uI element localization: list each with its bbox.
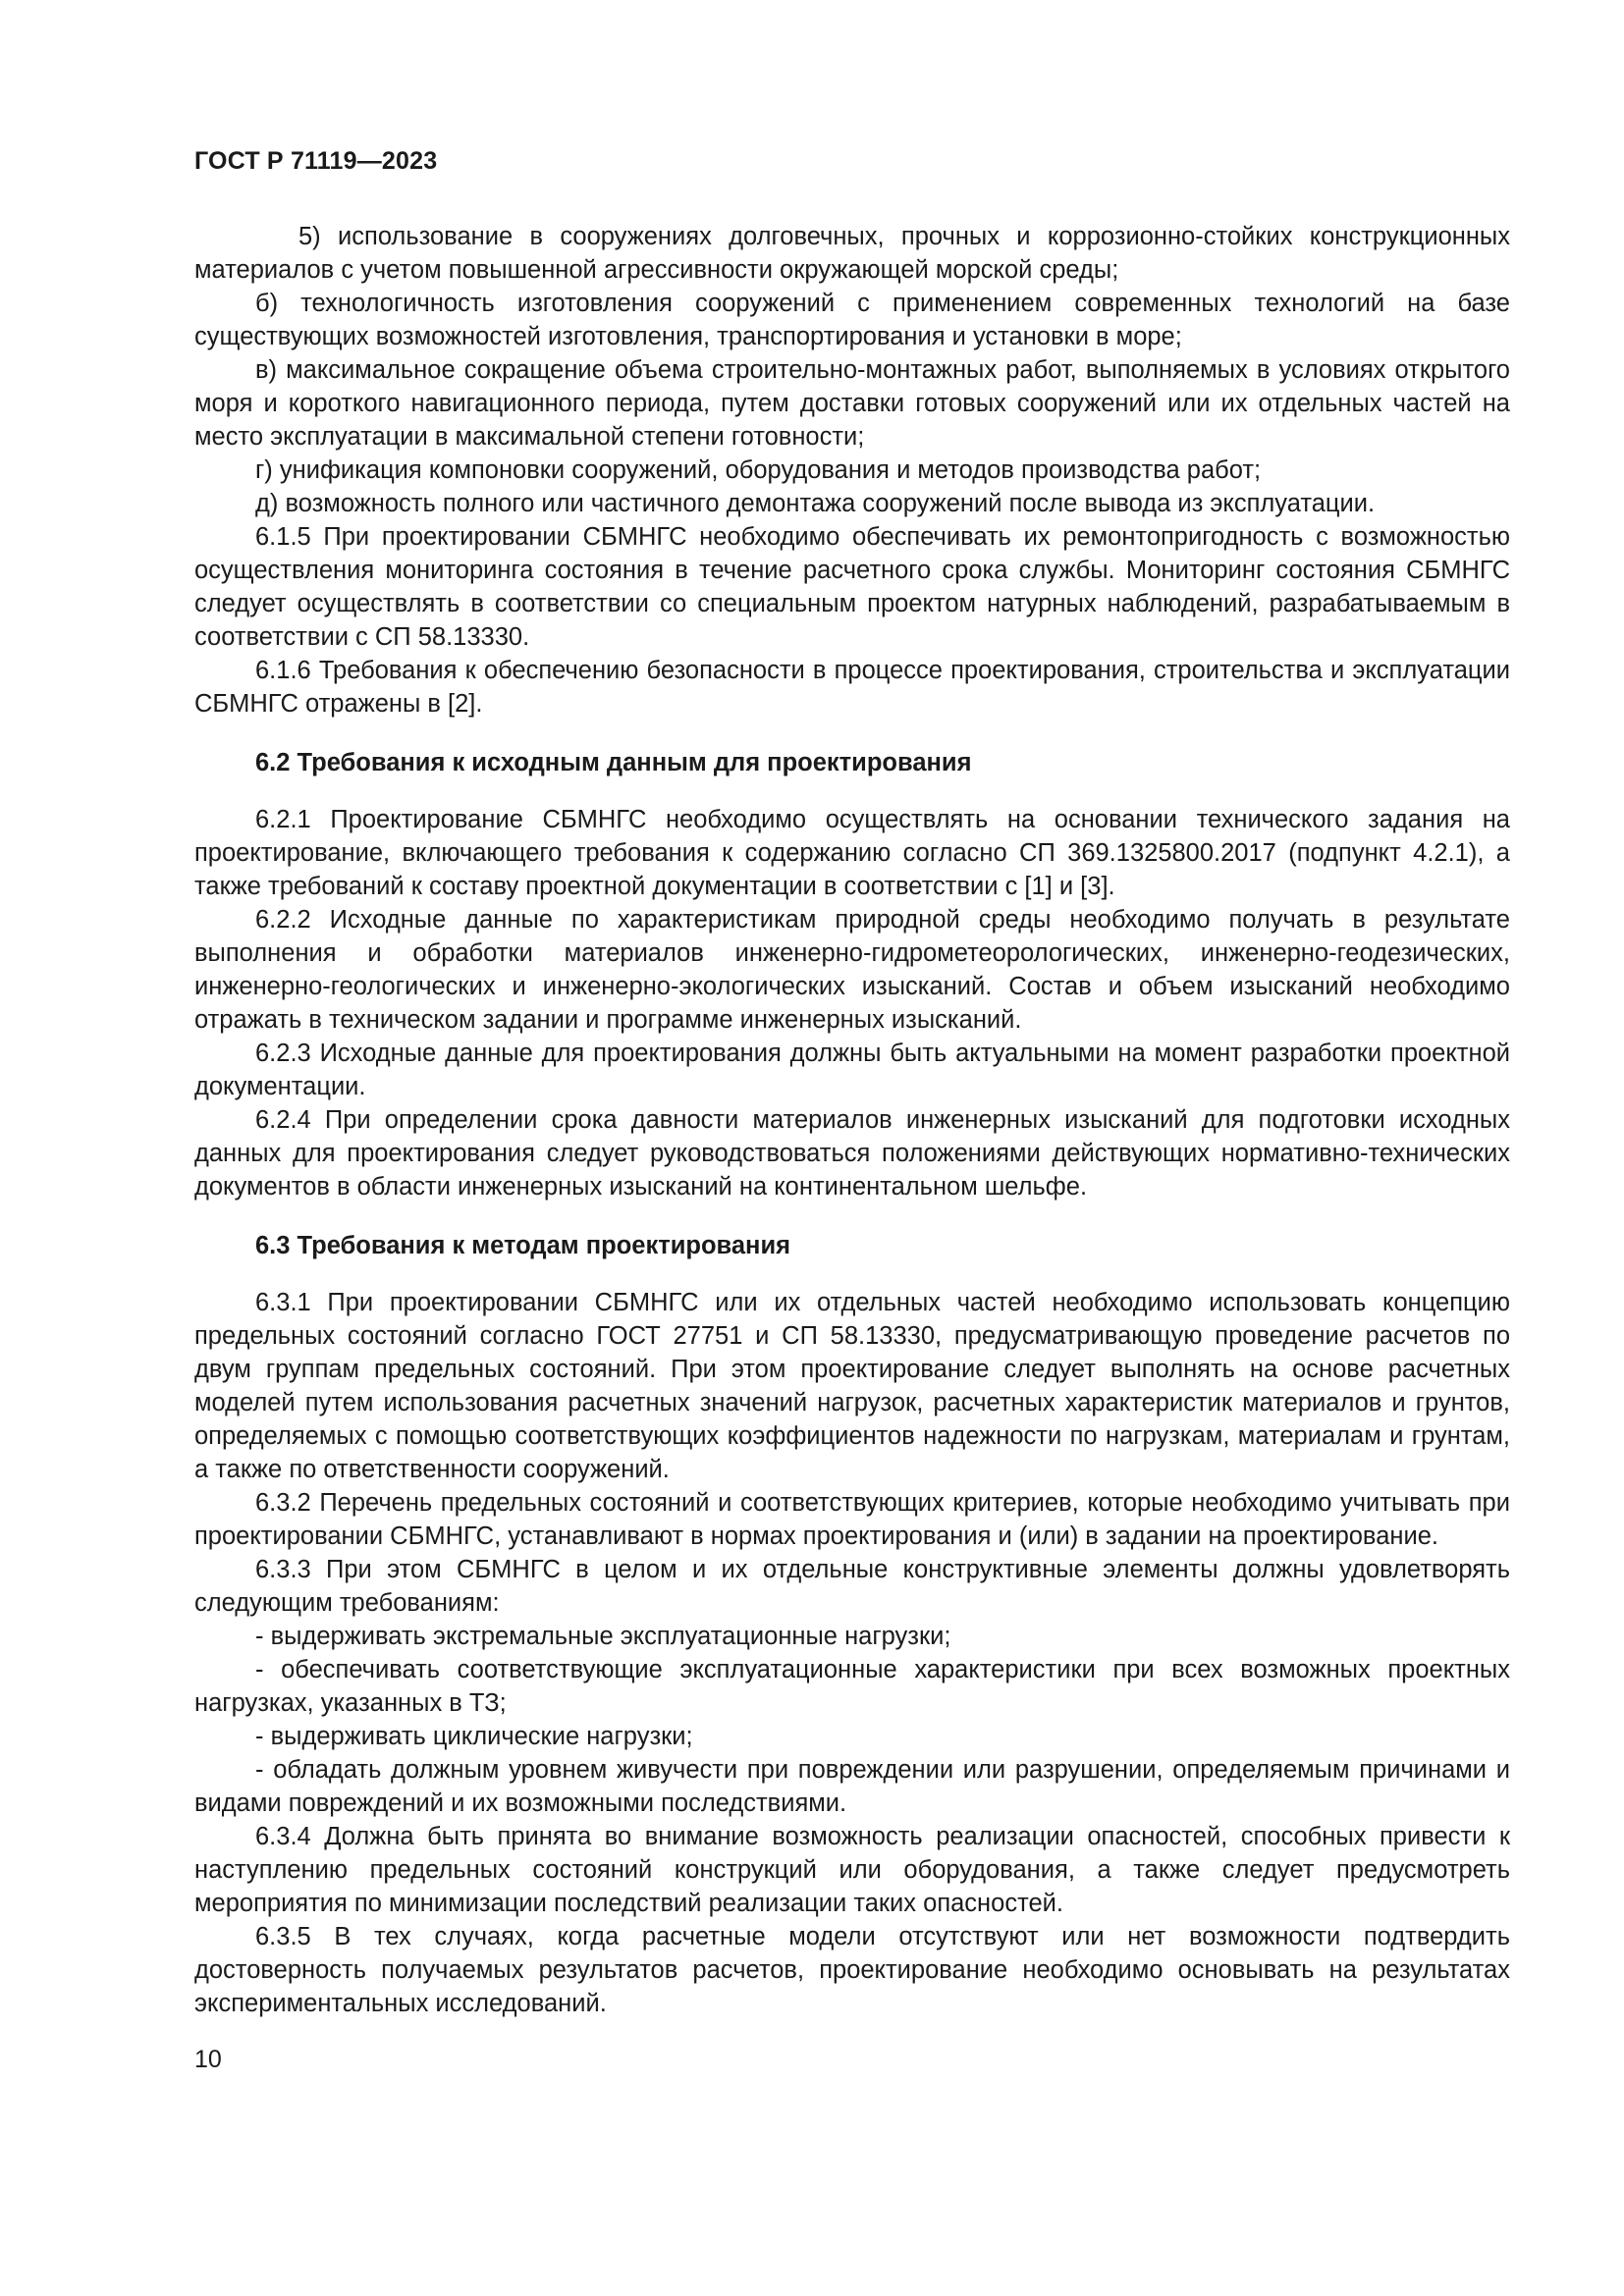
list-item: - выдерживать циклические нагрузки; xyxy=(255,1723,693,1750)
paragraph: 6.1.6 Требования к обеспечению безопасности в процессе проектирования, строительства и эксплуатации СБМНГС отражены в [2]. xyxy=(194,657,1510,718)
document-body xyxy=(194,220,1510,2020)
paragraph: 6.3.5 В тех случаях, когда расчетные модели отсутствуют или нет возможности подтвердить достоверность получаемых результатов расчетов, проектирование необходимо основывать на результатах экспериментальных исследований. xyxy=(194,1923,1510,2017)
section-heading: 6.2 Требования к исходным данным для проектирования xyxy=(255,749,972,776)
paragraph: 6.3.3 При этом СБМНГС в целом и их отдельные конструктивные элементы должны удовлетворять следующим требованиям: xyxy=(194,1556,1510,1617)
paragraph: 6.3.4 Должна быть принята во внимание возможность реализации опасностей, способных привести к наступлению предельных состояний конструкций или оборудования, а также следует предусмотреть мероприятия по минимизации последствий реализации таких опасностей. xyxy=(194,1823,1510,1917)
list-item: - обеспечивать соответствующие эксплуатационные характеристики при всех возможных проектных нагрузках, указанных в ТЗ; xyxy=(194,1656,1510,1717)
page-number: 10 xyxy=(194,2046,222,2073)
section-heading: 6.3 Требования к методам проектирования xyxy=(255,1232,791,1259)
paragraph: 6.2.3 Исходные данные для проектирования должны быть актуальными на момент разработки проектной документации. xyxy=(194,1040,1510,1100)
list-item: б) технологичность изготовления сооружений с применением современных технологий на базе существующих возможностей изготовления, транспортирования и установки в море; xyxy=(194,290,1510,350)
list-item: 5) использование в сооружениях долговечных, прочных и коррозионно-стойких конструкционных материалов с учетом повышенной агрессивности окружающей морской среды; xyxy=(194,223,1510,284)
list-item: в) максимальное сокращение объема строительно-монтажных работ, выполняемых в условиях открытого моря и короткого навигационного периода, путем доставки готовых сооружений или их отдельных частей на место эксплуатации в максимальной степени готовности; xyxy=(194,356,1510,451)
list-item: - выдерживать экстремальные эксплуатационные нагрузки; xyxy=(255,1623,951,1650)
paragraph: 6.2.2 Исходные данные по характеристикам природной среды необходимо получать в результате выполнения и обработки материалов инженерно-гидрометеорологических, инженерно-геодезических, инженерно-геологических и инженерно-экологических изысканий. Состав и объем изысканий необходимо отражать в техническом задании и программе инженерных изысканий. xyxy=(194,906,1510,1034)
paragraph: 6.1.5 При проектировании СБМНГС необходимо обеспечивать их ремонтопригодность с возможностью осуществления мониторинга состояния в течение расчетного срока службы. Мониторинг состояния СБМНГС следует осуществлять в соответствии со специальным проектом натурных наблюдений, разрабатываемым в соответствии с СП 58.13330. xyxy=(194,523,1510,651)
page-header: ГОСТ Р 71119—2023 xyxy=(194,147,438,175)
list-item: д) возможность полного или частичного демонтажа сооружений после вывода из эксплуатации. xyxy=(255,490,1376,517)
paragraph: 6.2.1 Проектирование СБМНГС необходимо осуществлять на основании технического задания на проектирование, включающего требования к содержанию согласно СП 369.1325800.2017 (подпункт 4.2.1), а также требований к составу проектной документации в соответствии с [1] и [3]. xyxy=(194,806,1510,900)
list-item: - обладать должным уровнем живучести при повреждении или разрушении, определяемым причинами и видами повреждений и их возможными последствиями. xyxy=(194,1756,1510,1817)
paragraph: 6.3.1 При проектировании СБМНГС или их отдельных частей необходимо использовать концепцию предельных состояний согласно ГОСТ 27751 и СП 58.13330, предусматривающую проведение расчетов по двум группам предельных состояний. При этом проектирование следует выполнять на основе расчетных моделей путем использования расчетных значений нагрузок, расчетных характеристик материалов и грунтов, определяемых с помощью соответствующих коэффициентов надежности по нагрузкам, материалам и грунтам, а также по ответственности сооружений. xyxy=(194,1289,1510,1483)
list-item: г) унификация компоновки сооружений, оборудования и методов производства работ; xyxy=(255,456,1262,484)
paragraph: 6.3.2 Перечень предельных состояний и соответствующих критериев, которые необходимо учитывать при проектировании СБМНГС, устанавливают в нормах проектирования и (или) в задании на проектирование. xyxy=(194,1489,1510,1550)
paragraph: 6.2.4 При определении срока давности материалов инженерных изысканий для подготовки исходных данных для проектирования следует руководствоваться положениями действующих нормативно-технических документов в области инженерных изысканий на континентальном шельфе. xyxy=(194,1106,1510,1201)
